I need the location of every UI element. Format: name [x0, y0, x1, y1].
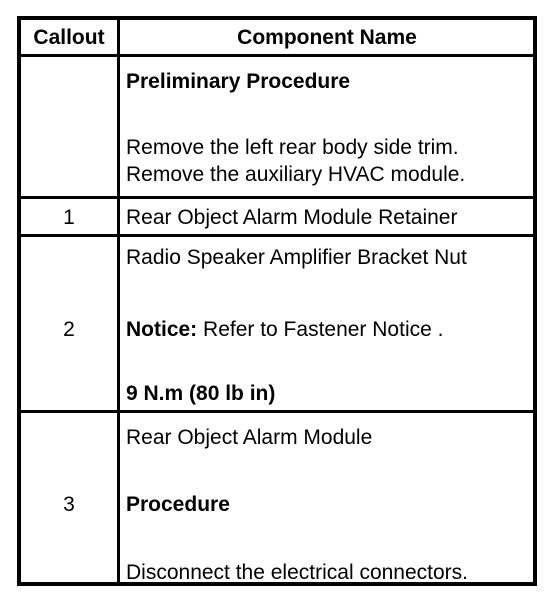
preliminary-step: Remove the left rear body side trim.	[126, 136, 459, 159]
notice-line	[126, 317, 443, 342]
component-name: Radio Speaker Amplifier Bracket Nut	[126, 246, 467, 269]
header-divider	[21, 54, 533, 57]
procedure-label: Procedure	[126, 493, 230, 516]
callout-number: 2	[63, 318, 75, 341]
row-divider	[21, 410, 533, 413]
torque-spec: 9 N.m (80 lb in)	[126, 382, 276, 405]
callout-number: 3	[63, 493, 75, 516]
column-separator	[117, 20, 120, 582]
preliminary-step: Remove the auxiliary HVAC module.	[126, 163, 466, 186]
component-table	[17, 16, 537, 586]
notice-text: Refer to Fastener Notice .	[197, 318, 444, 341]
callout-number: 1	[63, 206, 75, 229]
preliminary-title: Preliminary Procedure	[126, 70, 351, 93]
notice-label: Notice:	[126, 318, 198, 341]
procedure-step: Disconnect the electrical connectors.	[126, 561, 468, 584]
row-divider	[21, 234, 533, 237]
header-callout: Callout	[33, 26, 105, 49]
header-component-name: Component Name	[237, 26, 417, 49]
component-name: Rear Object Alarm Module	[126, 426, 373, 449]
component-name: Rear Object Alarm Module Retainer	[126, 206, 458, 229]
row-divider	[21, 196, 533, 199]
